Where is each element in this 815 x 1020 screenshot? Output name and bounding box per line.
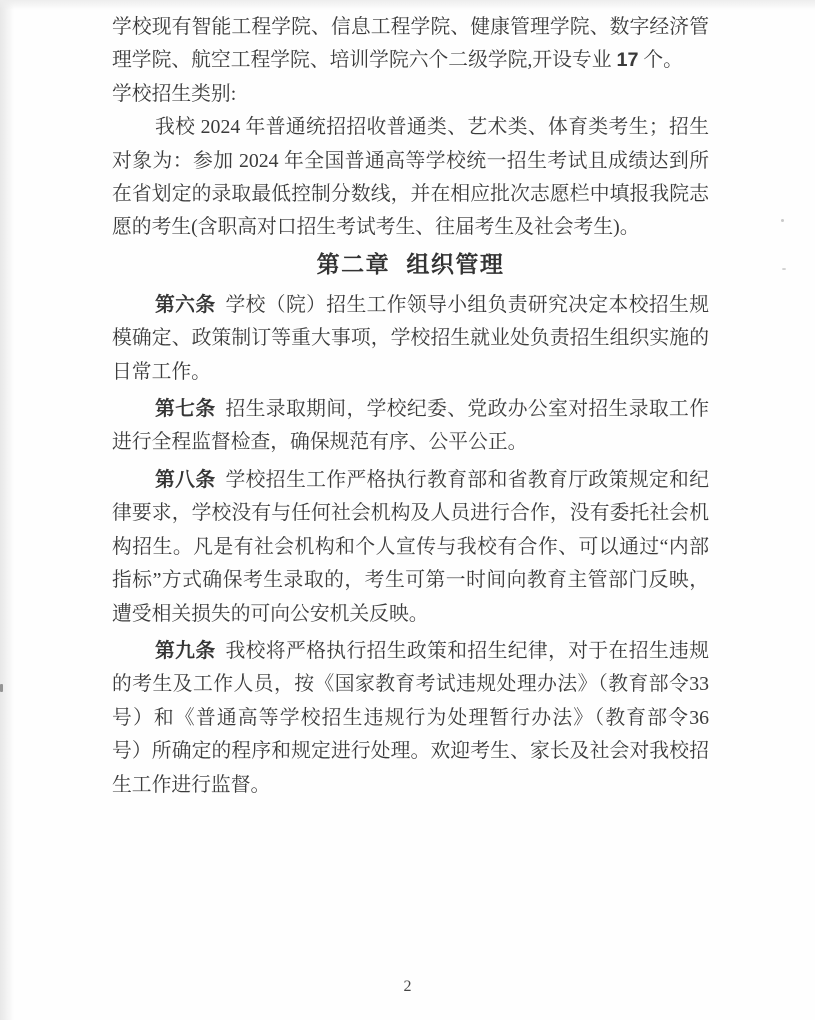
scan-noise-speck [781, 219, 784, 222]
article-8-text: 学校招生工作严格执行教育部和省教育厅政策规定和纪律要求，学校没有与任何社会机构及人员进行合作，没有委托社会机构招生。凡是有社会机构和个人宣传与我校有合作、可以通过“内部指标”方式确保考生录取的，考生可第一时间向教育主管部门反映，遭受相关损失的可向公安机关反映。 [112, 468, 709, 625]
scan-noise-speck [782, 268, 786, 270]
article-7-label: 第七条 [155, 398, 216, 421]
article-9-text: 我校将严格执行招生政策和招生纪律，对于在招生违规的考生及工作人员，按《国家教育考试违规处理办法》（教育部令33 号）和《普通高等学校招生违规行为处理暂行办法》（教育部令36 号）所确定的程序和规定进行处理。欢迎考生、家长及社会对我校招生工作进行监督。 [112, 639, 709, 796]
article-9-label: 第九条 [155, 639, 216, 662]
intro-text-before-number: 学校现有智能工程学院、信息工程学院、健康管理学院、数字经济管理学院、航空工程学院、培训学院六个二级学院,开设专业 [112, 16, 709, 72]
document-body-text [112, 11, 709, 806]
admission-paragraph: 我校 2024 年普通统招招收普通类、艺术类、体育类考生；招生对象为：参加 2024 年全国普通高等学校统一招生考试且成绩达到所在省划定的录取最低控制分数线，并在相应批次志愿栏中填报我院志愿的考生(含职高对口招生考试考生、往届考生及社会考生)。 [112, 116, 709, 239]
page-number: 2 [403, 978, 412, 995]
article-6-label: 第六条 [155, 293, 216, 316]
article-paragraph-9 [112, 635, 709, 802]
intro-paragraph [112, 11, 709, 78]
category-label-line: 学校招生类别: [112, 82, 237, 105]
article-7-text: 招生录取期间，学校纪委、党政办公室对招生录取工作进行全程监督检查，确保规范有序、公平公正。 [112, 398, 709, 454]
article-8-label: 第八条 [155, 468, 216, 491]
article-paragraph-8 [112, 464, 709, 631]
article-6-text: 学校（院）招生工作领导小组负责研究决定本校招生规模确定、政策制订等重大事项，学校招生就业处负责招生组织实施的日常工作。 [112, 293, 709, 383]
chapter-heading: 第二章 组织管理 [316, 251, 505, 277]
intro-text-after-number: 个。 [638, 49, 683, 72]
article-paragraph-6 [112, 289, 709, 389]
scan-shadow-left-edge [0, 0, 14, 1020]
scan-noise-speck [0, 684, 3, 692]
majors-count-number: 17 [616, 49, 639, 72]
scan-shadow-top-edge [0, 0, 815, 10]
article-paragraph-7 [112, 393, 709, 460]
